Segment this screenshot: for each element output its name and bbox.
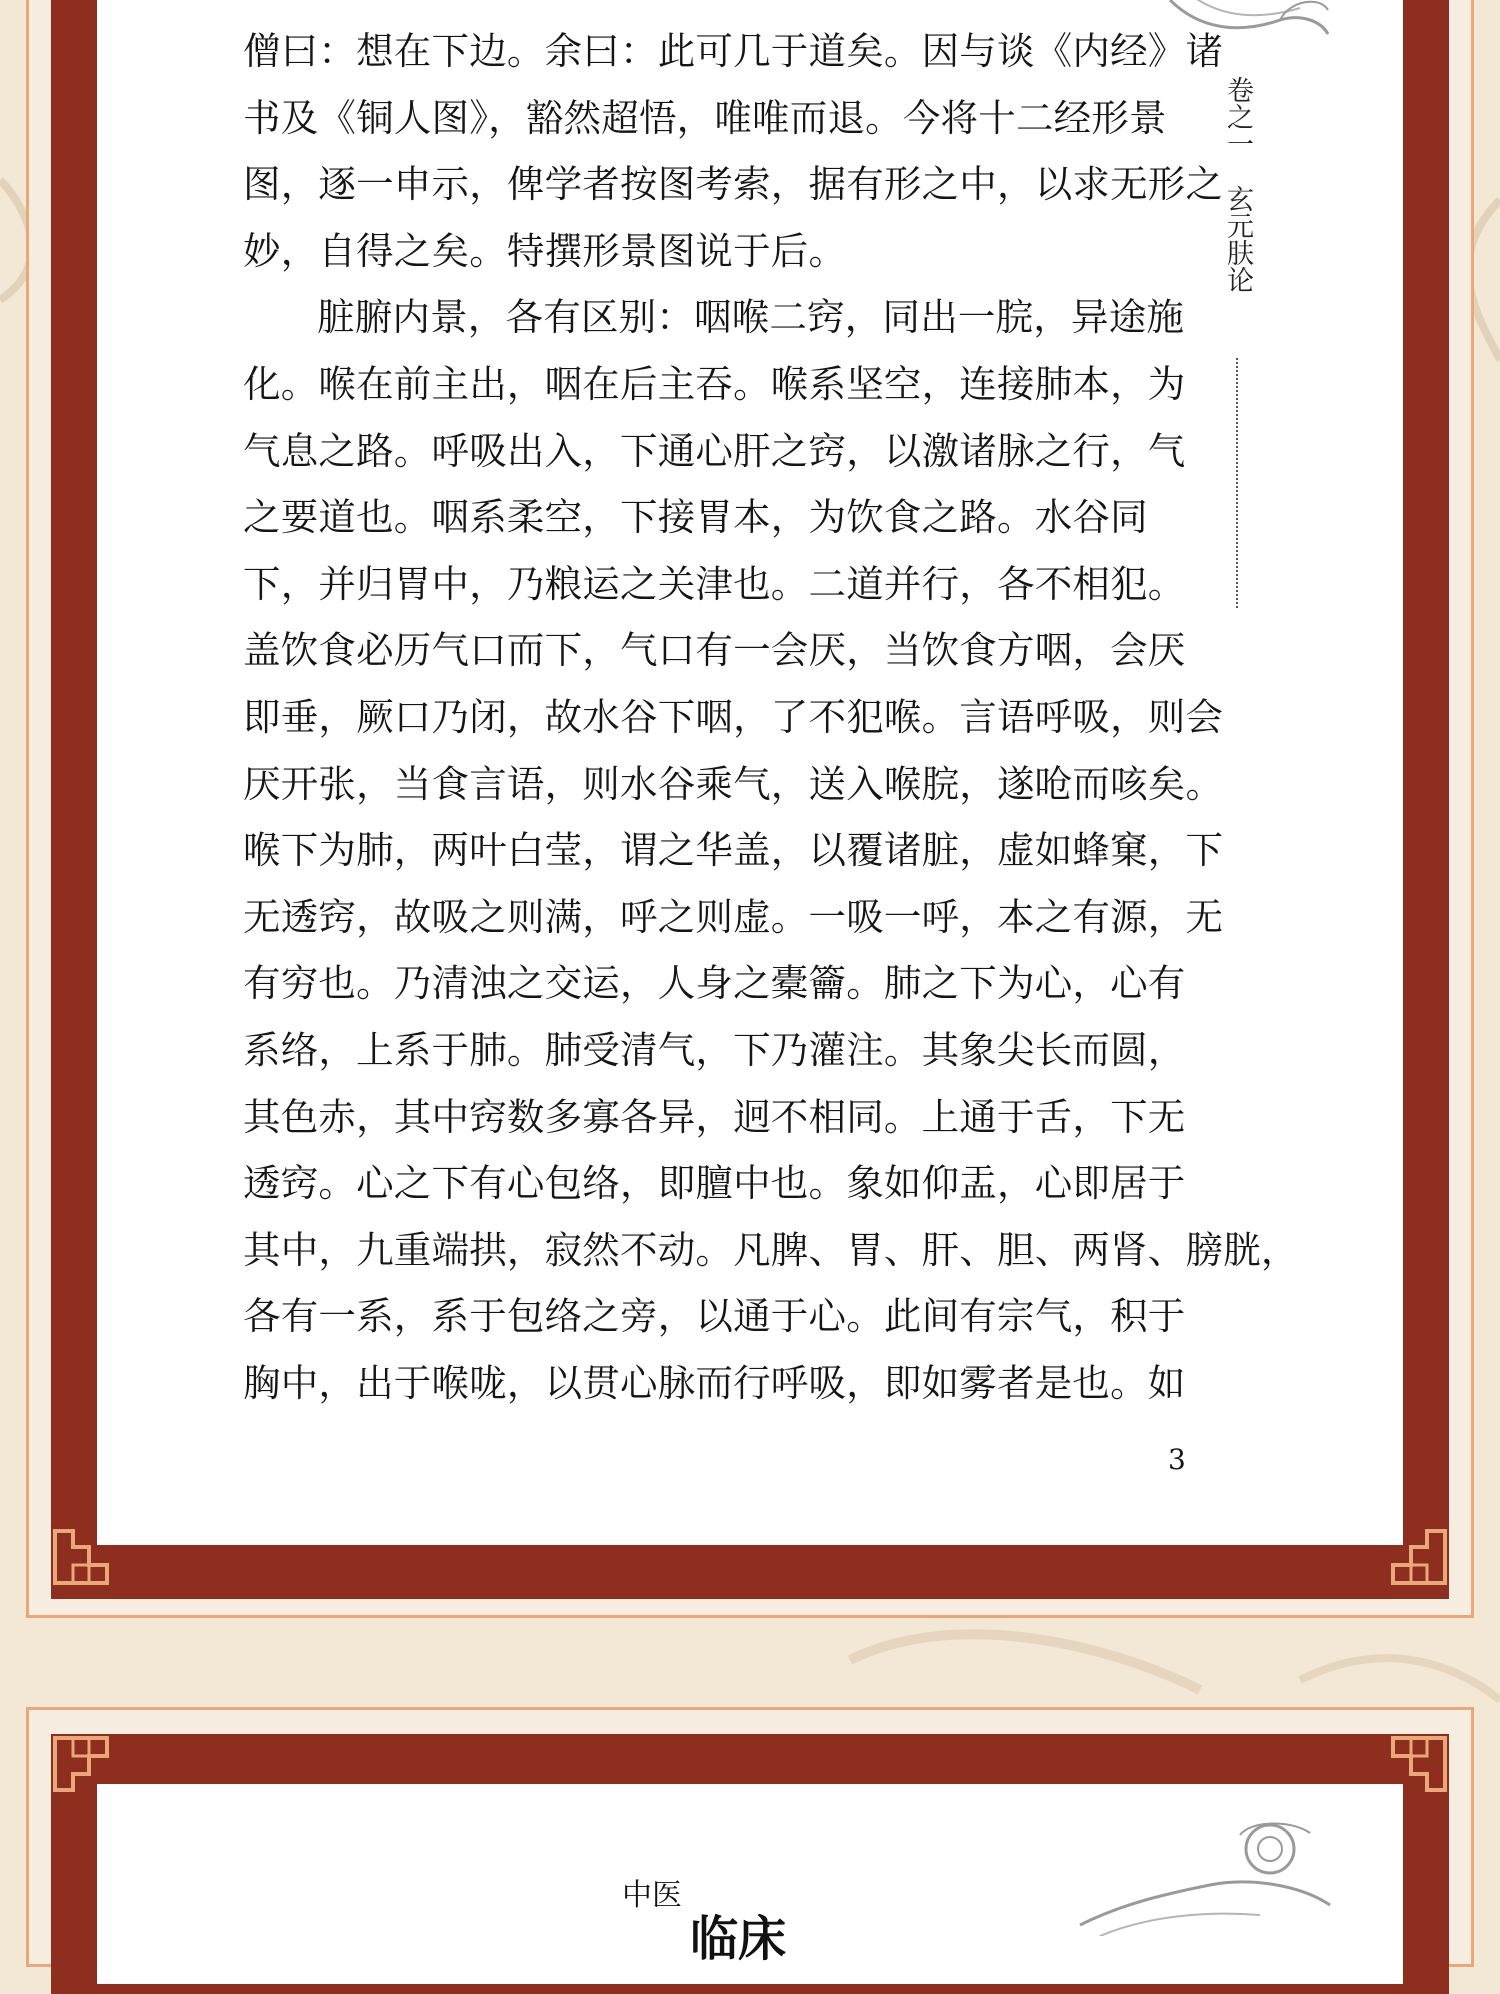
text-line: 即垂，厥口乃闭，故水谷下咽，了不犯喉。言语呼吸，则会 bbox=[243, 694, 1224, 739]
text-line: 盖饮食必历气口而下，气口有一会厌，当饮食方咽，会厌 bbox=[243, 628, 1186, 673]
text-line: 无透窍，故吸之则满，呼之则虚。一吸一呼，本之有源，无 bbox=[243, 894, 1224, 939]
text-line: 厌开张，当食言语，则水谷乘气，送入喉脘，遂呛而咳矣。 bbox=[243, 761, 1224, 806]
text-line: 其色赤，其中窍数多寡各异，迥不相同。上通于舌，下无 bbox=[243, 1094, 1186, 1139]
text-line: 图，逐一申示，俾学者按图考索，据有形之中，以求无形之 bbox=[243, 162, 1224, 207]
corner-ornament-bottom-left bbox=[51, 1527, 111, 1587]
page-number: 3 bbox=[1168, 1443, 1186, 1476]
text-line: 各有一系，系于包络之旁，以通于心。此间有宗气，积于 bbox=[243, 1294, 1186, 1339]
running-header-volume: 卷之一 bbox=[1222, 76, 1253, 157]
text-line: 下，并归胃中，乃粮运之关津也。二道并行，各不相犯。 bbox=[243, 561, 1186, 606]
cloud-ornament bbox=[1060, 1815, 1340, 1936]
text-line: 系络，上系于肺。肺受清气，下乃灌注。其象尖长而圆， bbox=[243, 1027, 1186, 1072]
text-line: 化。喉在前主出，咽在后主吞。喉系坚空，连接肺本，为 bbox=[243, 361, 1186, 406]
text-line: 透窍。心之下有心包络，即膻中也。象如仰盂，心即居于 bbox=[243, 1161, 1186, 1206]
text-line: 脏腑内景，各有区别：咽喉二窍，同出一脘，异途施 bbox=[317, 295, 1185, 340]
text-line: 气息之路。呼吸出入，下通心肝之窍，以激诸脉之行，气 bbox=[243, 428, 1186, 473]
book-title-main: 临床 bbox=[690, 1911, 787, 1967]
corner-ornament-top-right bbox=[1389, 1734, 1449, 1794]
text-line: 其中，九重端拱，寂然不动。凡脾、胃、肝、胆、两肾、膀胱， bbox=[243, 1227, 1299, 1272]
text-line: 僧曰：想在下边。余曰：此可几于道矣。因与谈《内经》诸 bbox=[243, 29, 1224, 73]
header-dotted-rule bbox=[1236, 358, 1238, 608]
text-line: 之要道也。咽系柔空，下接胃本，为饮食之路。水谷同 bbox=[243, 495, 1148, 540]
running-header bbox=[1222, 76, 1252, 293]
corner-ornament-bottom-right bbox=[1389, 1527, 1449, 1587]
text-line: 胸中，出于喉咙，以贯心脉而行呼吸，即如雾者是也。如 bbox=[243, 1360, 1186, 1405]
text-line: 有穷也。乃清浊之交运，人身之橐籥。肺之下为心，心有 bbox=[243, 961, 1186, 1006]
corner-ornament-top-left bbox=[51, 1734, 111, 1794]
text-line: 喉下为肺，两叶白莹，谓之华盖，以覆诸脏，虚如蜂窠，下 bbox=[243, 828, 1224, 873]
book-title-prefix: 中医 bbox=[622, 1878, 682, 1913]
running-header-chapter: 玄元肤论 bbox=[1222, 185, 1253, 293]
text-line: 妙，自得之矣。特撰形景图说于后。 bbox=[243, 228, 847, 273]
text-line: 书及《铜人图》，豁然超悟，唯唯而退。今将十二经形景 bbox=[243, 95, 1167, 140]
